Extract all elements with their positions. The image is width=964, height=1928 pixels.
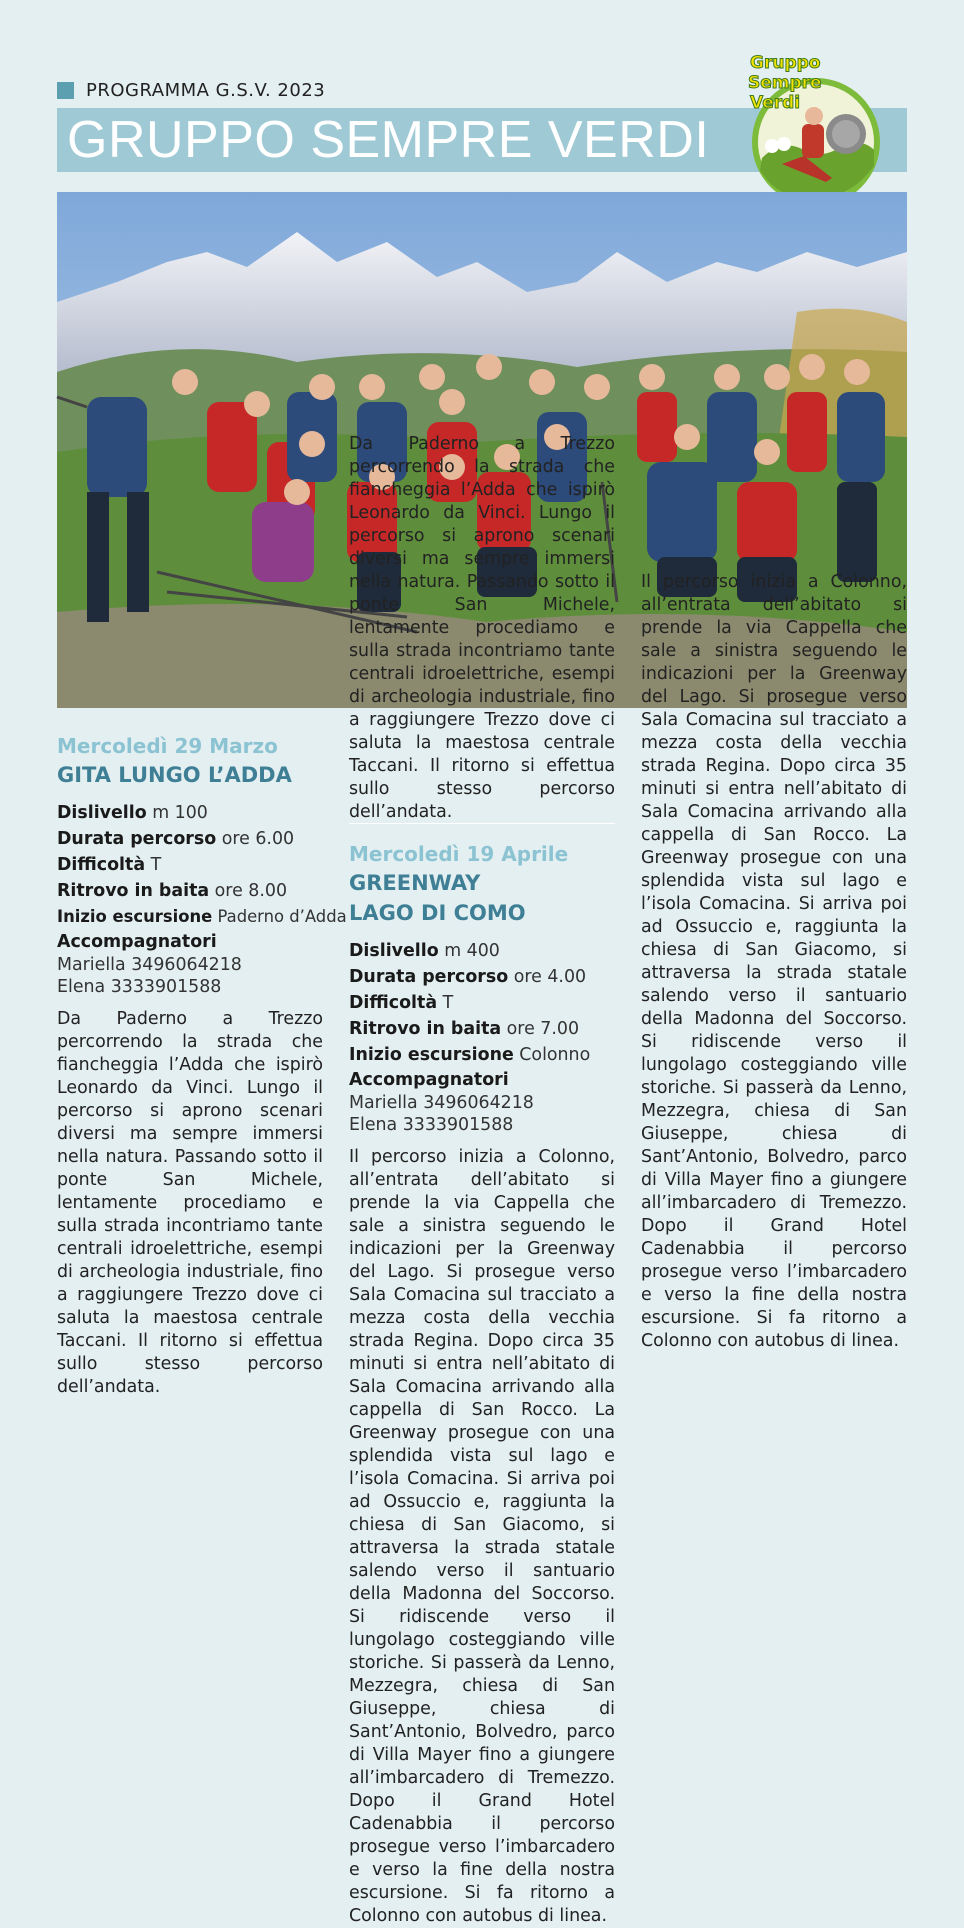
accompagnatore: Elena 3333901588 bbox=[57, 977, 222, 997]
event-description-continued bbox=[349, 434, 615, 822]
continued-text: Il percorso inizia a Colonno, all’entrata dell’abitato si prende la via Cappella che sale a sinistra seguendo le indicazioni per la Greenway del Lago. Si prosegue verso Sala Comacina sul tracciato a mezza costa della vecchia strada Regina. Dopo circa 35 minuti si entra nell’abitato di Sala Comacina arrivando alla cappella di San Rocco. La Greenway prosegue con una splendida vista sul lago e l’isola Comacina. Si arriva poi ad Ossuccio e, raggiunta la chiesa di San Giacomo, si attraversa la strada statale salendo verso il santuario della Madonna del Soccorso. Si ridiscende verso il lungolago costeggiando ville storiche. Si passerà da Lenno, Mezzegra, chiesa di San Giuseppe, chiesa di Sant’Antonio, Bolvedro, parco di Villa Mayer fino a giungere all’imbarcadero di Tremezzo. Dopo il Grand Hotel Cadenabbia il percorso prosegue verso l’imbarcadero e verso la fine della nostra escursione. Si fa ritorno a Colonno con autobus di linea. bbox=[641, 572, 907, 1351]
info-durata: Durata percorso ore 4.00 bbox=[349, 967, 587, 987]
info-ritrovo: Ritrovo in baita ore 8.00 bbox=[57, 881, 288, 901]
info-difficolta: Difficoltà T bbox=[57, 855, 162, 875]
event-info bbox=[349, 938, 615, 1068]
info-inizio: Inizio escursione Paderno d’Adda bbox=[57, 907, 347, 926]
program-kicker bbox=[57, 80, 325, 101]
event-date: Mercoledì 29 Marzo bbox=[57, 734, 278, 758]
event-title-line: GREENWAY bbox=[349, 871, 481, 895]
accompagnatori-label: Accompagnatori bbox=[349, 1070, 509, 1090]
event-info bbox=[57, 800, 347, 930]
accompagnatore: Mariella 3496064218 bbox=[57, 955, 242, 975]
info-ritrovo: Ritrovo in baita ore 7.00 bbox=[349, 1019, 580, 1039]
event-description-continued bbox=[641, 572, 907, 1351]
page-title: GRUPPO SEMPRE VERDI bbox=[67, 111, 710, 169]
info-durata: Durata percorso ore 6.00 bbox=[57, 829, 295, 849]
column-1 bbox=[57, 732, 347, 1397]
info-difficolta: Difficoltà T bbox=[349, 993, 454, 1013]
event-title bbox=[57, 760, 323, 790]
accompagnatore: Elena 3333901588 bbox=[349, 1115, 514, 1135]
info-dislivello: Dislivello m 100 bbox=[57, 803, 208, 823]
event-description: Da Paderno a Trezzo percorrendo la strada che fiancheggia l’Adda che ispirò Leonardo da Vinci. Lungo il percorso si aprono scenari diversi ma sempre immersi nella natura. Passando sotto il ponte San Michele, lentamente procediamo e sulla strada incontriamo tante centrali idroelettriche, esempi di archeologia industriale, fino a raggiungere Trezzo dove ci saluta la maestosa centrale Taccani. Il ritorno si effettua sullo stesso percorso dell’andata. bbox=[57, 1009, 323, 1397]
event-title bbox=[349, 868, 615, 928]
accompagnatori-label: Accompagnatori bbox=[57, 932, 217, 952]
continued-text: Da Paderno a Trezzo percorrendo la strada che fiancheggia l’Adda che ispirò Leonardo da Vinci. Lungo il percorso si aprono scenari diversi ma sempre immersi nella natura. Passando sotto il ponte San Michele, lentamente procediamo e sulla strada incontriamo tante centrali idroelettriche, esempi di archeologia industriale, fino a raggiungere Trezzo dove ci saluta la maestosa centrale Taccani. Il ritorno si effettua sullo stesso percorso dell’andata. bbox=[349, 434, 615, 822]
info-inizio: Inizio escursione Colonno bbox=[349, 1045, 591, 1065]
gsv-logo bbox=[742, 46, 882, 208]
event-description bbox=[349, 1146, 615, 1926]
column-2 bbox=[349, 434, 615, 1926]
description-part: Il percorso inizia a Colonno, all’entrata dell’abitato si prende la via Cappella che sale a sinistra seguendo le indicazioni per la Greenway del Lago. Si prosegue verso Sala Comacina sul tracciato a mezza costa della vecchia strada Regina. Dopo circa 35 minuti si entra nell’abitato di Sala Comacina arrivando alla cappella di San Rocco. La Greenway prosegue con una splendida vista sul lago e l’isola Comacina. Si arriva poi ad Ossuccio e, raggiunta la chiesa di San Giacomo, si attraversa la strada statale salendo verso il santuario della Madonna del Soccorso. Si ridiscende verso il lungolago costeggiando ville storiche. Si passerà da Lenno, Mezzegra, chiesa di San Giuseppe, chiesa di Sant’Antonio, Bolvedro, parco di Villa Mayer fino a giungere all’imbarcadero di Tremezzo. Dopo il Grand Hotel Cadenabbia il percorso prosegue verso l’imbarcadero e verso la fine della nostra escursione. Si fa ritorno a Colonno con autobus di linea. bbox=[349, 1147, 615, 1926]
event-title-line: LAGO DI COMO bbox=[349, 901, 526, 925]
logo-line-3: Verdi bbox=[750, 93, 801, 113]
accompagnatore: Mariella 3496064218 bbox=[349, 1093, 534, 1113]
kicker-square-icon bbox=[57, 82, 74, 99]
event-date: Mercoledì 19 Aprile bbox=[349, 842, 569, 866]
info-dislivello: Dislivello m 400 bbox=[349, 941, 500, 961]
column-3 bbox=[641, 572, 907, 1351]
kicker-text: PROGRAMMA G.S.V. 2023 bbox=[86, 80, 326, 101]
event-title-line: GITA LUNGO L’ADDA bbox=[57, 763, 292, 787]
logo-line-1: Gruppo bbox=[750, 53, 821, 73]
logo-line-2: Sempre bbox=[748, 73, 822, 93]
